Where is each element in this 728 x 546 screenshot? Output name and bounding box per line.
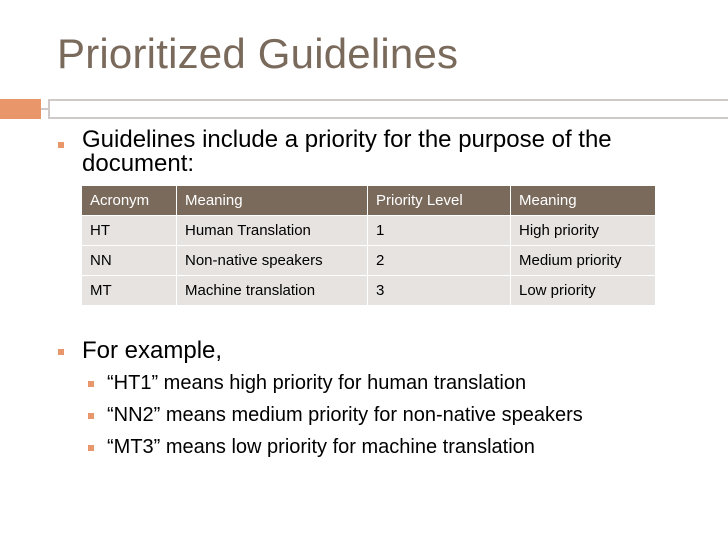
table-cell: Low priority [511,276,656,306]
bullet-marker [58,142,64,148]
sub-bullet-marker [88,413,94,419]
table-cell: MT [82,276,177,306]
table-cell: HT [82,216,177,246]
sub-bullet-marker [88,445,94,451]
bullet-text: Guidelines include a priority for the purpose of the document: [82,126,612,177]
table-cell: 2 [368,246,511,276]
table-cell: 3 [368,276,511,306]
bullet-marker [58,349,64,355]
sub-bullet-text: “HT1” means high priority for human translation [107,372,527,394]
bullet-text: For example, [82,337,223,364]
table-cell: Medium priority [511,246,656,276]
table-cell: High priority [511,216,656,246]
sub-bullet-text: “MT3” means low priority for machine translation [107,436,535,458]
divider-accent-block [0,99,41,119]
divider-bar-fill [50,101,728,117]
sub-bullet-marker [88,381,94,387]
table-row [82,216,655,246]
title-divider [0,99,728,119]
table-cell: Machine translation [177,276,368,306]
sub-bullet-text: “NN2” means medium priority for non-native speakers [107,404,583,426]
table-cell: Non-native speakers [177,246,368,276]
table-header-row [82,186,655,216]
column-header: Priority Level [368,186,511,216]
table-row [82,246,655,276]
table-cell: 1 [368,216,511,246]
table-cell: NN [82,246,177,276]
table-cell: Human Translation [177,216,368,246]
column-header: Meaning [511,186,656,216]
column-header: Acronym [82,186,177,216]
priority-table [82,186,655,306]
column-header: Meaning [177,186,368,216]
table-row [82,276,655,306]
slide-title: Prioritized Guidelines [57,30,459,77]
